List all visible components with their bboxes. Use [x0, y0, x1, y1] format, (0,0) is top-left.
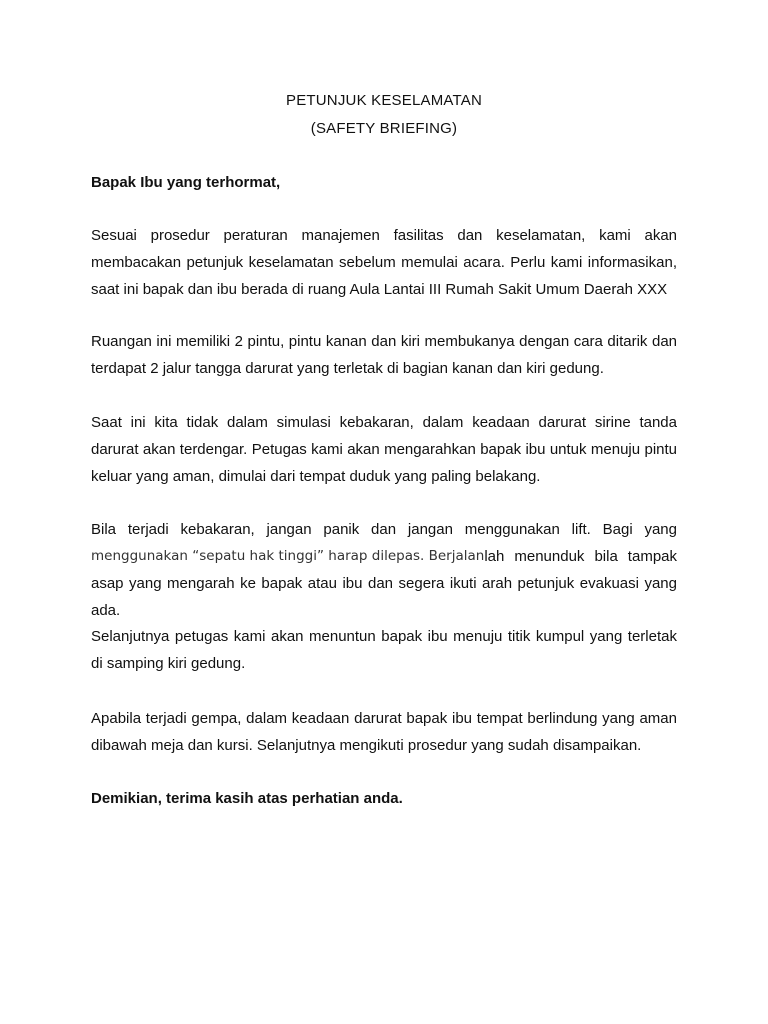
closing-statement: Demikian, terima kasih atas perhatian anda. [91, 790, 403, 807]
paragraph-line: Saat ini kita tidak dalam simulasi kebakaran, dalam keadaan darurat sirine tanda [91, 414, 677, 431]
paragraph-line: keluar yang aman, dimulai dari tempat duduk yang paling belakang. [91, 468, 541, 485]
paragraph-line: ada. [91, 602, 121, 619]
paragraph-line: membacakan petunjuk keselamatan sebelum memulai acara. Perlu kami informasikan, [91, 254, 677, 271]
paragraph-line: Sesuai prosedur peraturan manajemen fasilitas dan keselamatan, kami akan [91, 227, 677, 244]
paragraph-line: asap yang mengarah ke bapak atau ibu dan segera ikuti arah petunjuk evakuasi yang [91, 575, 677, 592]
paragraph-doors [91, 328, 677, 382]
paragraph-line: Apabila terjadi gempa, dalam keadaan darurat bapak ibu tempat berlindung yang aman [91, 710, 677, 727]
paragraph-procedure [91, 222, 677, 303]
paragraph-segment-alt-font: menggunakan “sepatu hak tinggi” harap dilepas. Berjalan [91, 548, 485, 564]
paragraph-segment: lah menunduk bila tampak [484, 548, 677, 565]
paragraph-assembly [91, 623, 677, 677]
paragraph-line: Bila terjadi kebakaran, jangan panik dan jangan menggunakan lift. Bagi yang [91, 521, 677, 538]
document-subtitle: (SAFETY BRIEFING) [310, 120, 458, 137]
paragraph-simulation [91, 409, 677, 490]
paragraph-line: di samping kiri gedung. [91, 655, 246, 672]
paragraph-line: darurat akan terdengar. Petugas kami akan mengarahkan bapak ibu untuk menuju pintu [91, 441, 677, 458]
paragraph-line: Ruangan ini memiliki 2 pintu, pintu kanan dan kiri membukanya dengan cara ditarik dan [91, 333, 677, 350]
paragraph-earthquake [91, 705, 677, 759]
paragraph-line: dibawah meja dan kursi. Selanjutnya mengikuti prosedur yang sudah disampaikan. [91, 737, 642, 754]
greeting: Bapak Ibu yang terhormat, [91, 174, 281, 191]
paragraph-fire [91, 516, 677, 624]
document-title: PETUNJUK KESELAMATAN [286, 92, 482, 109]
paragraph-line: Selanjutnya petugas kami akan menuntun bapak ibu menuju titik kumpul yang terletak [91, 628, 677, 645]
paragraph-line: terdapat 2 jalur tangga darurat yang terletak di bagian kanan dan kiri gedung. [91, 360, 604, 377]
paragraph-line: saat ini bapak dan ibu berada di ruang Aula Lantai III Rumah Sakit Umum Daerah XXX [91, 281, 668, 298]
paragraph-line-mixed [91, 543, 677, 570]
